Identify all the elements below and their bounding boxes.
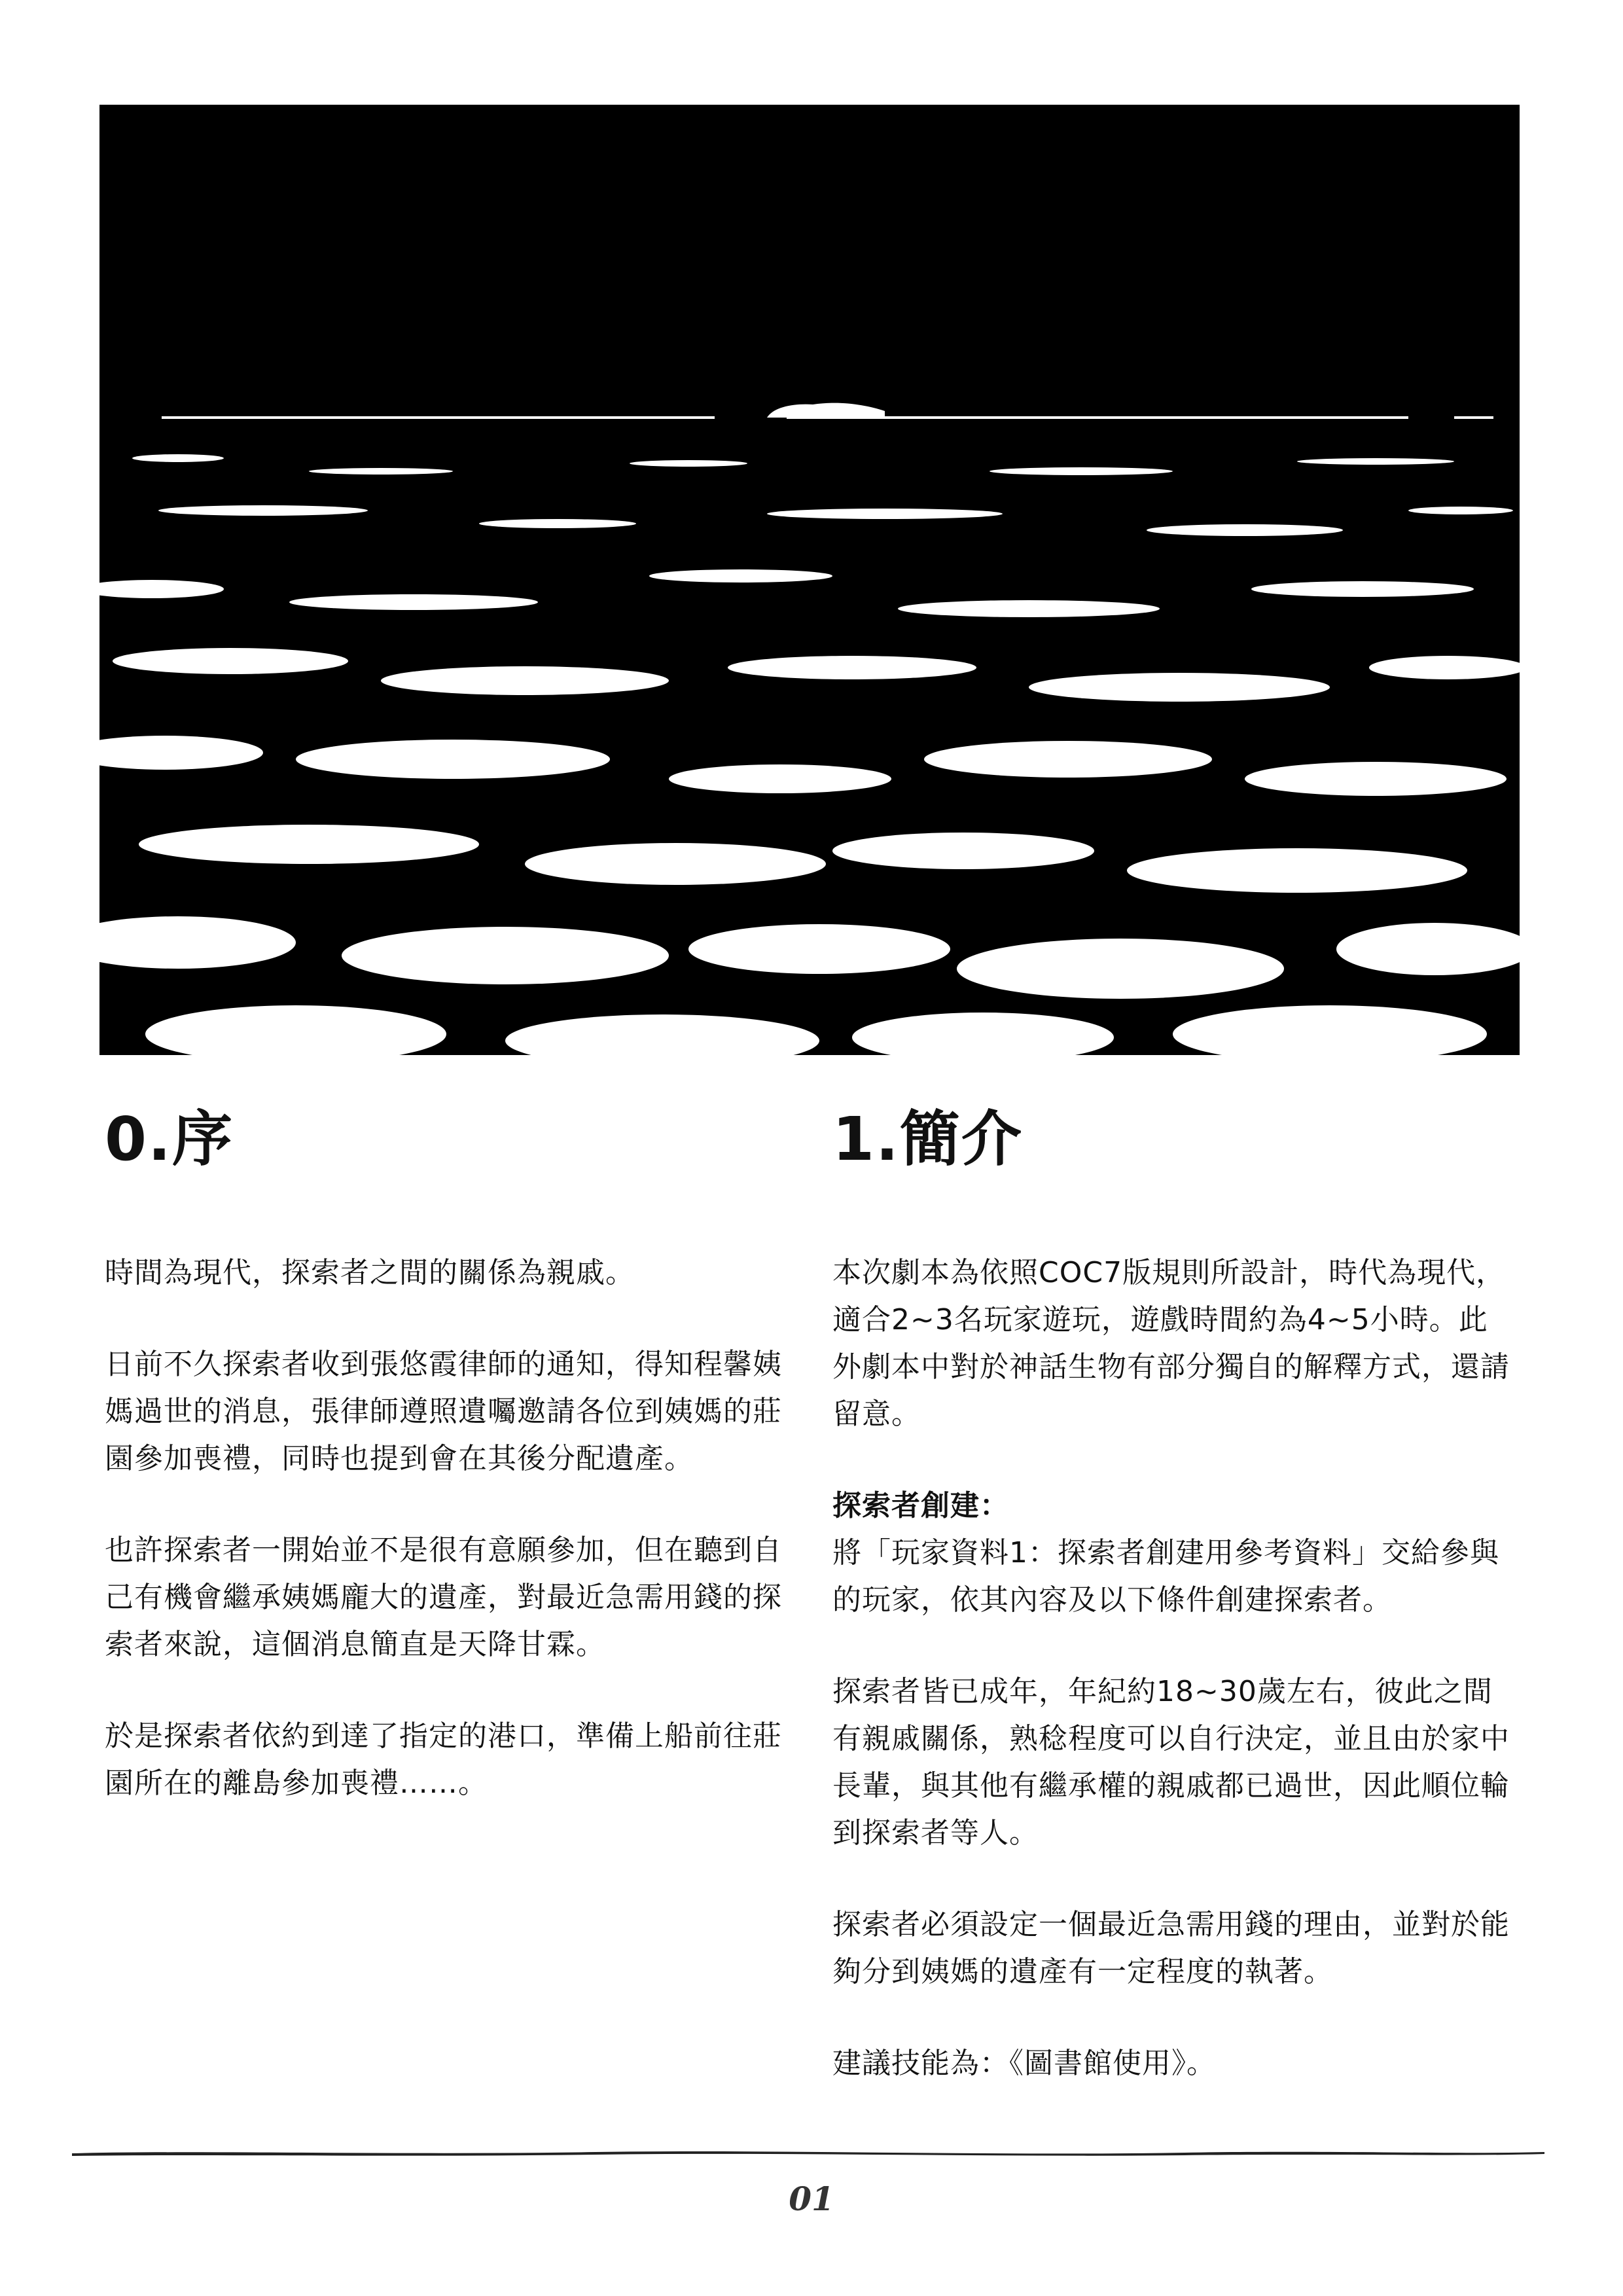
section-introduction	[832, 1106, 1513, 2132]
sea-illustration	[99, 105, 1520, 1055]
preface-paragraph: 日前不久探索者收到張悠霞律師的通知，得知程馨姨媽過世的消息，張律師遵照遺囑邀請各位到姨媽的莊園參加喪禮，同時也提到會在其後分配遺產。	[105, 1348, 782, 1476]
section-preface	[105, 1106, 785, 1852]
age-paragraph: 探索者皆已成年，年紀約18~30歲左右，彼此之間有親戚關係，熟稔程度可以自行決定，並且由於家中長輩，與其他有繼承權的親戚都已過世，因此順位輪到探索者等人。	[832, 1675, 1510, 1850]
preface-paragraph: 時間為現代，探索者之間的關係為親戚。	[105, 1256, 635, 1290]
brush-divider	[72, 2148, 1544, 2157]
preface-paragraph: 於是探索者依約到達了指定的港口，準備上船前往莊園所在的離島參加喪禮……。	[105, 1719, 782, 1801]
preface-paragraph: 也許探索者一開始並不是很有意願參加，但在聽到自己有機會繼承姨媽龐大的遺產，對最近急需用錢的探索者來說，這個消息簡直是天降甘霖。	[105, 1534, 782, 1662]
skills-paragraph: 建議技能為：《圖書館使用》。	[832, 2047, 1216, 2081]
night-sea-image	[99, 105, 1520, 1055]
investigator-creation-subheading: 探索者創建：	[832, 1489, 1009, 1523]
section-heading-preface: 0.序	[105, 1104, 234, 1174]
money-paragraph: 探索者必須設定一個最近急需用錢的理由，並對於能夠分到姨媽的遺產有一定程度的執著。	[832, 1908, 1510, 1989]
section-heading-introduction: 1.簡介	[832, 1104, 1023, 1174]
intro-paragraph: 本次劇本為依照COC7版規則所設計，時代為現代，適合2~3名玩家遊玩，遊戲時間約為4~5小時。此外劇本中對於神話生物有部分獨自的解釋方式，還請留意。	[832, 1256, 1510, 1431]
page-number: 01	[789, 2179, 834, 2218]
creation-paragraph: 將「玩家資料1：探索者創建用參考資料」交給參與的玩家，依其內容及以下條件創建探索者。	[832, 1536, 1499, 1617]
